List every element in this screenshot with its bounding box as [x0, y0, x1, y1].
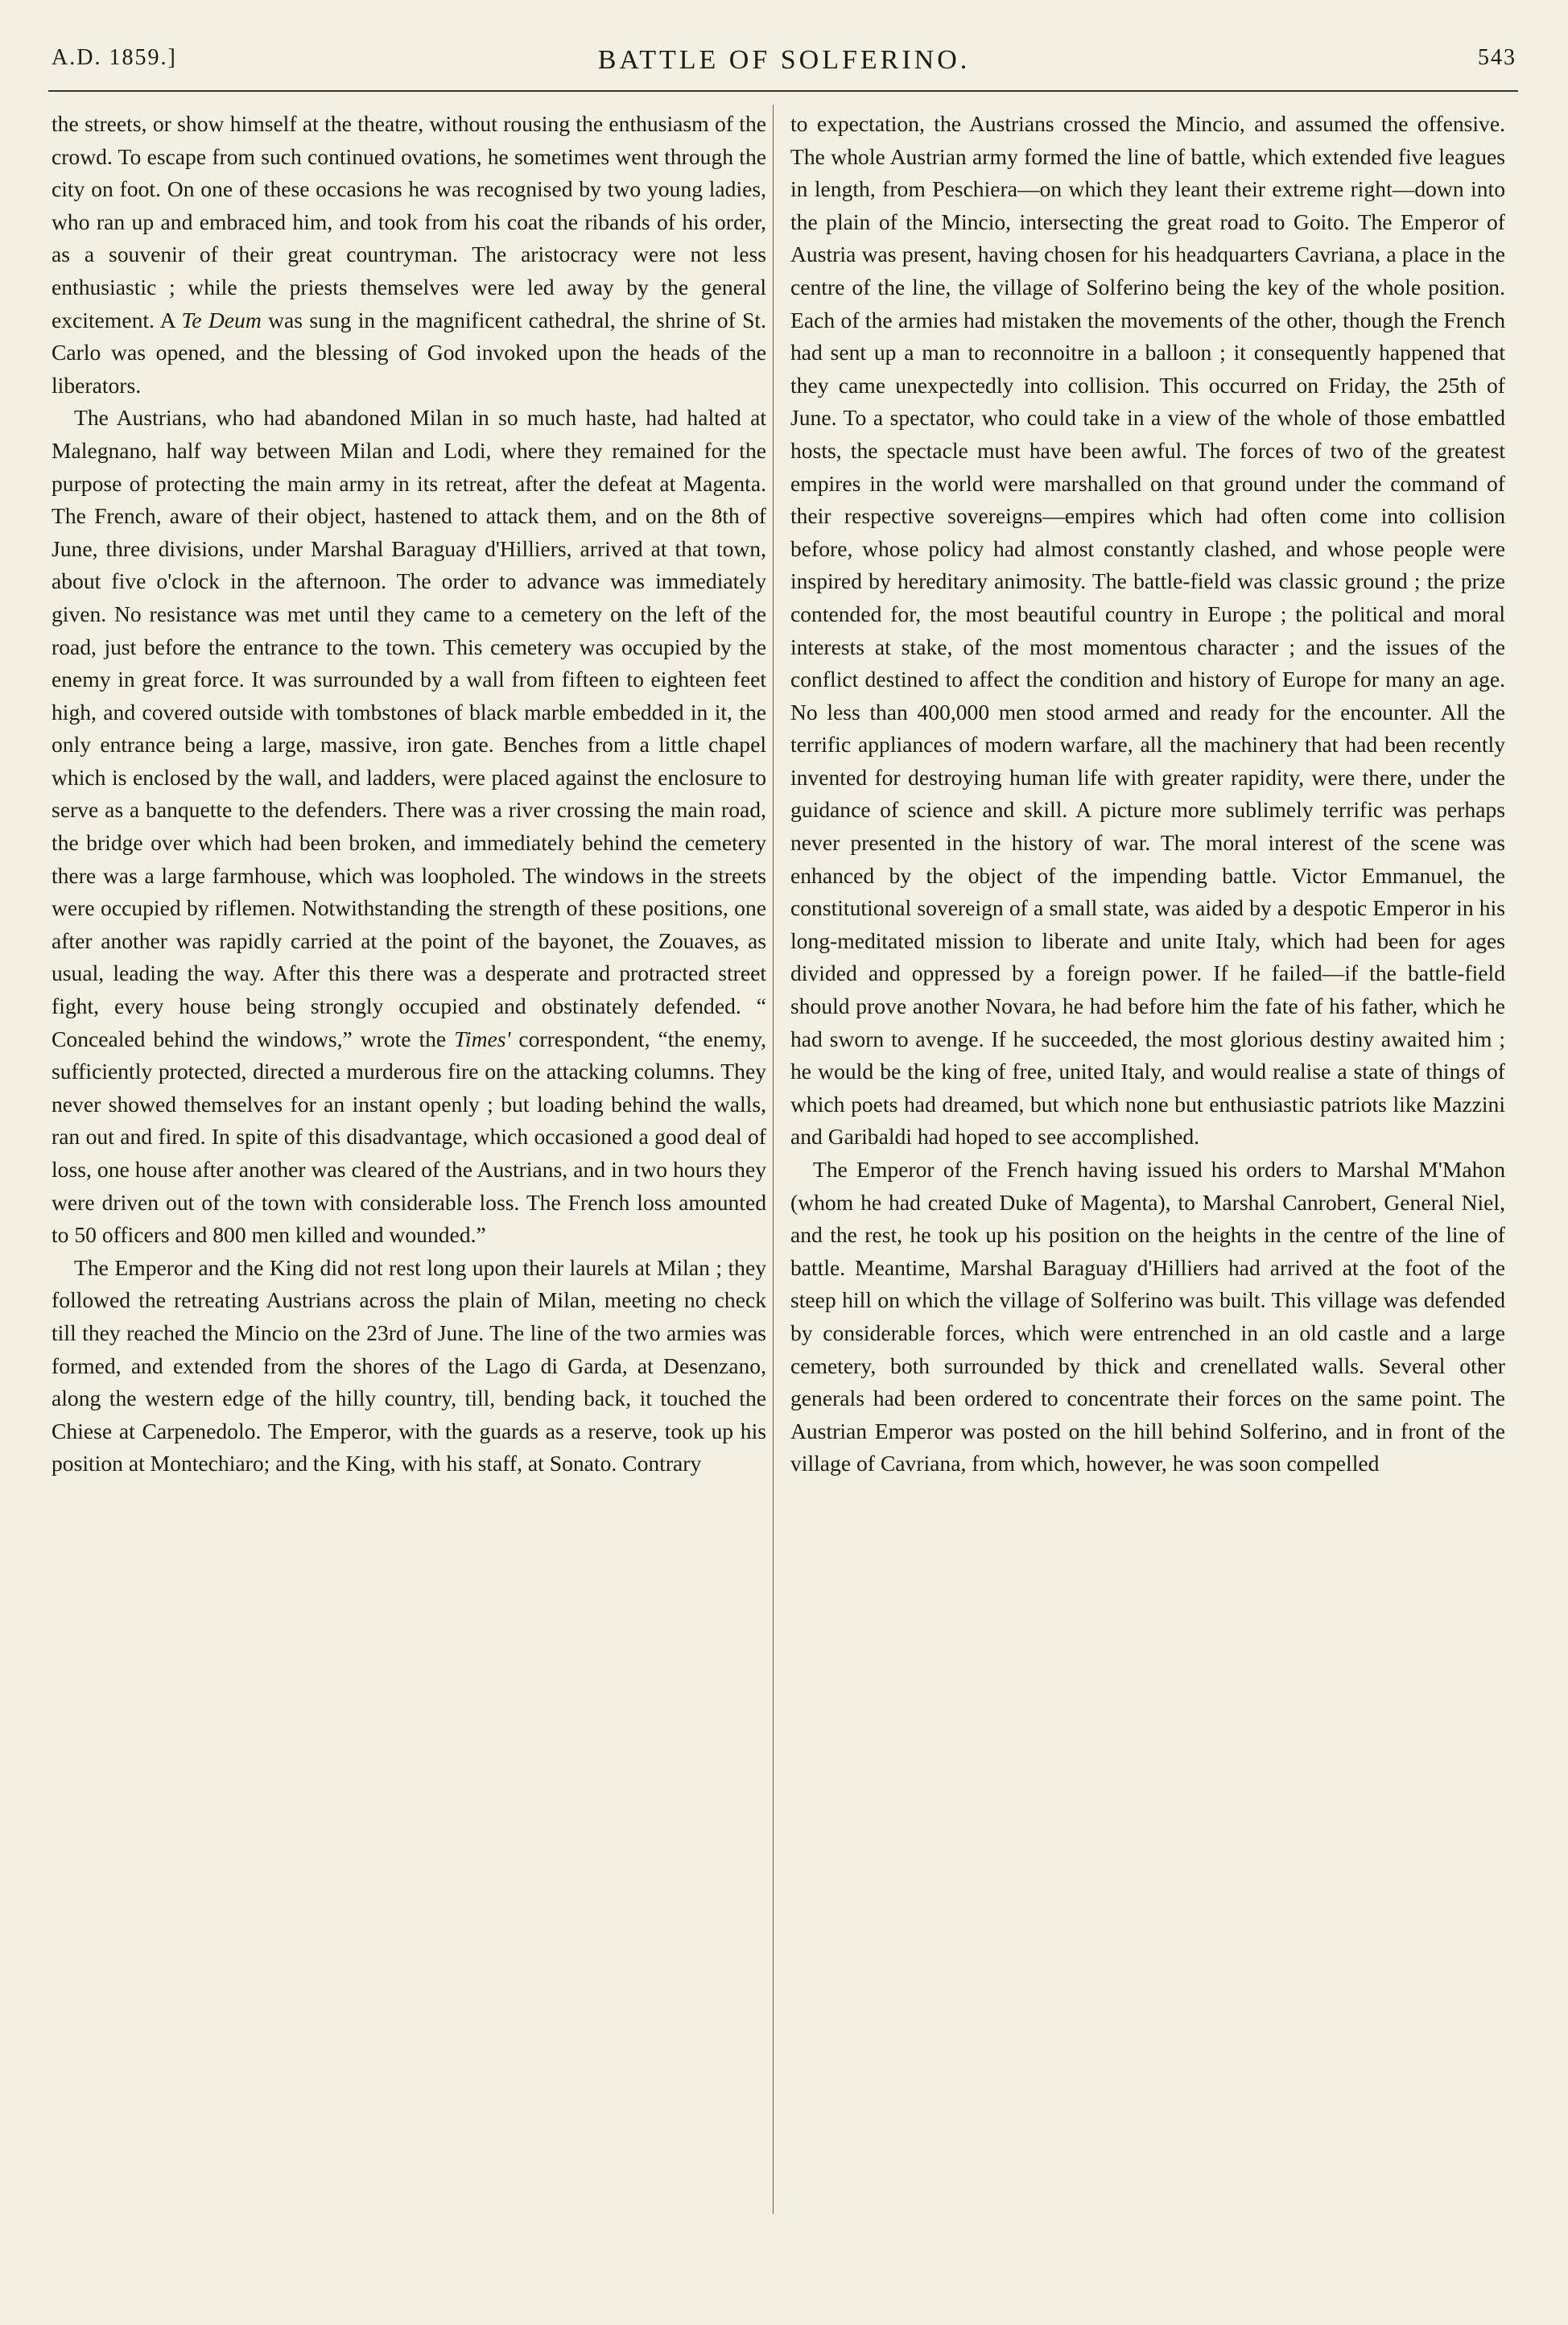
italic-text: Te Deum — [181, 307, 262, 332]
paragraph: to expectation, the Austrians crossed the Mincio, and assumed the offensive. The whole Austrian army formed the line of battle, which extended five leagues in length, from Peschiera—on which they leant their extreme right—down into the plain of the Mincio, intersecting the great road to Goito. The Emperor of Austria was present, having chosen for his headquarters Cavriana, a place in the centre of the line, the village of Solferino being the key of the whole position. Each of the armies had mistaken the movements of the other, though the French had sent up a man to reconnoitre in a balloon ; it consequently happened that they came unexpectedly into collision. This occurred on Friday, the 25th of June. To a spectator, who could take in a view of the whole of those embattled hosts, the spectacle must have been awful. The forces of two of the greatest empires in the world were marshalled on that ground under the command of their respective sovereigns—empires which had often come into collision before, whose policy had almost constantly clashed, and whose people were inspired by hereditary animosity. The battle-field was classic ground ; the prize contended for, the most beautiful country in Europe ; the political and moral interests at stake, of the most momentous character ; and the issues of the conflict destined to affect the condition and history of Europe for many an age. No less than 400,000 men stood armed and ready for the encounter. All the terrific appliances of modern warfare, all the machinery that had been recently invented for destroying human life with greater rapidity, were there, under the guidance of science and skill. A picture more sublimely terrific was perhaps never presented in the history of war. The moral interest of the scene was enhanced by the object of the impending battle. Victor Emmanuel, the constitutional sovereign of a small state, was aided by a despotic Emperor in his long-meditated mission to liberate and unite Italy, which had been for ages divided and oppressed by a foreign power. If he failed—if the battle-field should prove another Novara, he had before him the fate of his father, which he had sworn to avenge. If he succeeded, the most glorious destiny awaited him ; he would be the king of free, united Italy, and would realise a state of things of which poets had dreamed, but which none but enthusiastic patriots like Mazzini and Garibaldi had hoped to see accomplished. — [790, 111, 1505, 1150]
header-date: A.D. 1859.] — [52, 45, 177, 70]
paragraph-text: correspondent, “the enemy, sufficiently protected, directed a murderous fire on the attacking columns. They never showed themselves for an instant openly ; but loading behind the walls, ran out and fired. In spite of this disadvantage, which occasioned a good deal of loss, one house after another was cleared of the Austrians, and in two hours they were driven out of the town with considerable loss. The French loss amounted to 50 officers and 800 men killed and wounded.” — [52, 1026, 766, 1248]
page-number: 543 — [1478, 45, 1516, 70]
paragraph: The Emperor and the King did not rest long upon their laurels at Milan ; they followed the retreating Austrians across the plain of Milan, meeting no check till they reached the Mincio on the 23rd of June. The line of the two armies was formed, and extended from the shores of the Lago di Garda, at Desenzano, along the western edge of the hilly country, till, bending back, it touched the Chiese at Carpenedolo. The Emperor, with the guards as a reserve, took up his position at Montechiaro; and the King, with his staff, at Sonato. Contrary — [52, 1254, 766, 1476]
paragraph — [52, 402, 766, 1251]
right-column — [790, 108, 1505, 1480]
running-head — [52, 45, 1516, 85]
paragraph-text: was sung in the magnificent cathedral, the shrine of St. Carlo was opened, and the blessing of God invoked upon the heads of the liberators. — [52, 307, 766, 398]
paragraph — [52, 108, 766, 402]
column-divider — [773, 105, 774, 2214]
header-title: BATTLE OF SOLFERINO. — [597, 45, 971, 75]
paragraph: The Emperor of the French having issued his orders to Marshal M'Mahon (whom he had created Duke of Magenta), to Marshal Canrobert, General Niel, and the rest, he took up his position on the heights in the centre of the line of battle. Meantime, Marshal Baraguay d'Hilliers had arrived at the foot of the steep hill on which the village of Solferino was built. This village was defended by considerable forces, which were entrenched in an old castle and a large cemetery, both surrounded by thick and crenellated walls. Several other generals had been ordered to concentrate their forces on the same point. The Austrian Emperor was posted on the hill behind Solferino, and in front of the village of Cavriana, from which, however, he was soon compelled — [790, 1157, 1505, 1476]
paragraph-text: A — [159, 307, 182, 332]
header-rule — [48, 90, 1518, 92]
left-column — [52, 108, 766, 1480]
paragraph-text: the streets, or show himself at the theatre, without rousing the enthusiasm of the crowd. To escape from such continued ovations, he sometimes went through the city on foot. On one of these occasions he was recognised by two young ladies, who ran up and embraced him, and took from his coat the ribands of his order, as a souvenir of their great countryman. The aristocracy were not less enthusiastic ; while the priests themselves were led away by the general excitement. — [52, 111, 766, 332]
italic-text: Times' — [454, 1026, 511, 1051]
paragraph-text: The Austrians, who had abandoned Milan in so much haste, had halted at Malegnano, half way between Milan and Lodi, where they remained for the purpose of protecting the main army in its retreat, after the defeat at Magenta. The French, aware of their object, hastened to attack them, and on the 8th of June, three divisions, under Marshal Baraguay d'Hilliers, arrived at that town, about five o'clock in the afternoon. The order to advance was immediately given. No resistance was met until they came to a cemetery on the left of the road, just before the entrance to the town. This cemetery was occupied by the enemy in great force. It was surrounded by a wall from fifteen to eighteen feet high, and covered outside with tombstones of black marble embedded in it, the only entrance being a large, massive, iron gate. Benches from a little chapel which is enclosed by the wall, and ladders, were placed against the enclosure to serve as a banquette to the defenders. There was a river crossing the main road, the bridge over which had been broken, and immediately behind the cemetery there was a large farmhouse, which was loopholed. The windows in the streets were occupied by riflemen. Notwithstanding the strength of these positions, one after another was rapidly carried at the point of the bayonet, the Zouaves, as usual, leading the way. After this there was a desperate and protracted street fight, every house being strongly occupied and obstinately defended. “ Concealed behind the windows,” wrote the — [52, 405, 766, 1051]
